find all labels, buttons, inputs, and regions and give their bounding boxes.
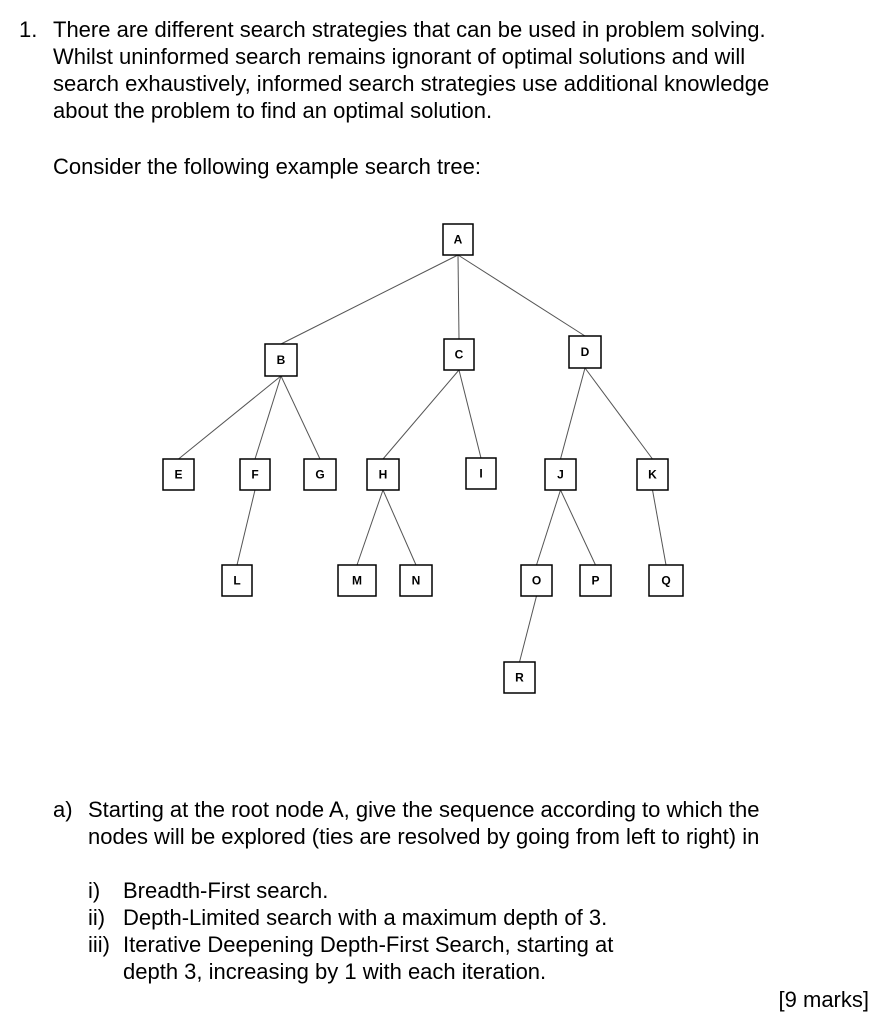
tree-edge-a-c xyxy=(458,255,459,339)
tree-edge-b-f xyxy=(255,376,281,459)
tree-edge-f-l xyxy=(237,490,255,565)
item-i-label: i) xyxy=(88,878,101,903)
part-a-text xyxy=(88,796,759,850)
tree-node-p xyxy=(580,565,611,596)
item-ii-text: Depth-Limited search with a maximum depth of 3. xyxy=(123,905,608,930)
tree-node-d xyxy=(569,336,601,368)
intro-line: search exhaustively, informed search strategies use additional knowledge xyxy=(53,71,770,96)
tree-edge-b-g xyxy=(281,376,320,459)
tree-node-o xyxy=(521,565,552,596)
tree-node-j xyxy=(545,459,576,490)
tree-edge-o-r xyxy=(520,596,537,662)
tree-node-k xyxy=(637,459,668,490)
tree-node-label: N xyxy=(411,573,421,588)
tree-edge-c-i xyxy=(459,370,481,458)
tree-edge-h-n xyxy=(383,490,416,565)
tree-node-n xyxy=(400,565,432,596)
tree-node-label: O xyxy=(531,573,542,588)
tree-edge-d-k xyxy=(585,368,653,459)
tree-node-label: K xyxy=(648,467,657,482)
tree-node-r xyxy=(504,662,535,693)
tree-node-label: F xyxy=(251,467,259,482)
tree-node-b xyxy=(265,344,297,376)
item-ii-label: ii) xyxy=(88,905,106,930)
tree-node-e xyxy=(163,459,194,490)
tree-node-f xyxy=(240,459,270,490)
tree-nodes xyxy=(163,224,683,693)
tree-node-i xyxy=(466,458,496,489)
item-iii-line: depth 3, increasing by 1 with each iteration. xyxy=(123,959,547,984)
tree-node-label: G xyxy=(315,467,325,482)
tree-node-l xyxy=(222,565,252,596)
part-a-line: nodes will be explored (ties are resolved by going from left to right) in xyxy=(88,824,760,849)
tree-node-label: J xyxy=(557,467,564,482)
tree-node-label: H xyxy=(378,467,388,482)
tree-node-q xyxy=(649,565,683,596)
tree-node-label: M xyxy=(352,573,362,588)
tree-node-label: R xyxy=(515,670,524,685)
part-a-label: a) xyxy=(53,797,73,822)
tree-edge-a-b xyxy=(281,255,458,344)
tree-node-g xyxy=(304,459,336,490)
tree-node-label: I xyxy=(479,466,483,481)
tree-edge-a-d xyxy=(458,255,585,336)
tree-node-a xyxy=(443,224,473,255)
tree-node-m xyxy=(338,565,376,596)
tree-edge-k-q xyxy=(653,490,667,565)
tree-edge-d-j xyxy=(561,368,586,459)
tree-node-label: P xyxy=(591,573,600,588)
intro-line: Whilst uninformed search remains ignorant of optimal solutions and will xyxy=(53,44,746,69)
tree-node-label: Q xyxy=(661,573,671,588)
tree-edge-j-o xyxy=(537,490,561,565)
consider-text: Consider the following example search tree: xyxy=(53,154,482,179)
marks-label: [9 marks] xyxy=(778,987,869,1012)
tree-node-label: D xyxy=(580,345,590,359)
intro-line: about the problem to find an optimal solution. xyxy=(53,98,493,123)
tree-node-label: B xyxy=(276,353,286,367)
item-iii-line: Iterative Deepening Depth-First Search, starting at xyxy=(123,932,614,957)
part-a-line: Starting at the root node A, give the sequence according to which the xyxy=(88,797,760,822)
tree-node-h xyxy=(367,459,399,490)
tree-edge-c-h xyxy=(383,370,459,459)
tree-node-label: E xyxy=(174,467,183,482)
tree-node-label: L xyxy=(233,573,241,588)
tree-node-c xyxy=(444,339,474,370)
tree-node-label: C xyxy=(454,347,464,362)
tree-edge-b-e xyxy=(179,376,282,459)
intro-line: There are different search strategies that can be used in problem solving. xyxy=(53,17,766,42)
tree-node-label: A xyxy=(453,232,463,247)
tree-edge-h-m xyxy=(357,490,383,565)
tree-edge-j-p xyxy=(561,490,596,565)
question-number: 1. xyxy=(19,17,38,42)
item-iii-label: iii) xyxy=(88,932,110,957)
item-iii-text xyxy=(123,931,613,985)
item-i-text: Breadth-First search. xyxy=(123,878,329,903)
